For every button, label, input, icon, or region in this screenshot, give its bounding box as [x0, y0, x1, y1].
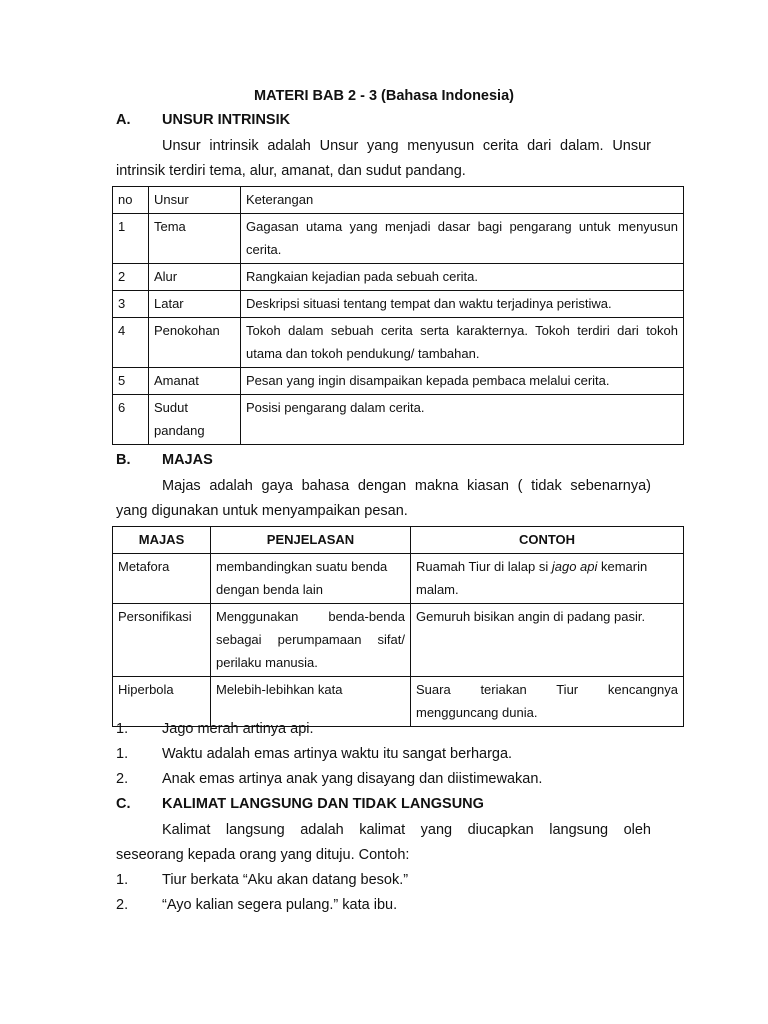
row-keterangan: Posisi pengarang dalam cerita.	[241, 395, 684, 445]
section-b-paragraph	[116, 474, 651, 524]
header-contoh: CONTOH	[411, 527, 684, 554]
list-number: 1.	[116, 721, 129, 737]
header-no: no	[113, 187, 149, 214]
section-c-letter: C.	[116, 796, 131, 812]
list-item	[116, 897, 397, 913]
row-penjelasan: Melebih-lebihkan kata	[211, 677, 411, 727]
majas-table	[112, 526, 684, 727]
row-majas: Metafora	[113, 554, 211, 604]
header-unsur: Unsur	[149, 187, 241, 214]
row-no: 1	[113, 214, 149, 264]
row-unsur: Sudut pandang	[149, 395, 241, 445]
row-unsur: Latar	[149, 291, 241, 318]
header-majas: MAJAS	[113, 527, 211, 554]
list-number: 1.	[116, 746, 129, 762]
section-a-title: UNSUR INTRINSIK	[162, 112, 291, 128]
row-penjelasan: membandingkan suatu benda dengan benda lain	[211, 554, 411, 604]
row-contoh: Gemuruh bisikan angin di padang pasir.	[411, 604, 684, 677]
row-penjelasan: Menggunakan benda-benda sebagai perumpamaan sifat/ perilaku manusia.	[211, 604, 411, 677]
section-a-heading	[116, 112, 290, 128]
section-a-para-line1: Unsur intrinsik adalah Unsur yang menyusun cerita dari dalam. Unsur	[162, 138, 651, 154]
section-b-letter: B.	[116, 452, 131, 468]
row-unsur: Penokohan	[149, 318, 241, 368]
list-number: 2.	[116, 897, 129, 913]
list-number: 1.	[116, 872, 129, 888]
section-a-letter: A.	[116, 112, 131, 128]
row-unsur: Tema	[149, 214, 241, 264]
list-item	[116, 771, 542, 787]
table-row	[113, 291, 684, 318]
row-keterangan: Tokoh dalam sebuah cerita serta karakternya. Tokoh terdiri dari tokoh utama dan tokoh pendukung/ tambahan.	[241, 318, 684, 368]
row-majas: Hiperbola	[113, 677, 211, 727]
row-no: 6	[113, 395, 149, 445]
row-unsur: Amanat	[149, 368, 241, 395]
section-a-paragraph	[116, 134, 651, 184]
list-text: Waktu adalah emas artinya waktu itu sangat berharga.	[162, 746, 513, 762]
section-c-title: KALIMAT LANGSUNG DAN TIDAK LANGSUNG	[162, 796, 484, 812]
section-c-para-line2: seseorang kepada orang yang dituju. Contoh:	[116, 847, 410, 863]
row-no: 3	[113, 291, 149, 318]
row-no: 4	[113, 318, 149, 368]
section-b-para-line1: Majas adalah gaya bahasa dengan makna kiasan ( tidak sebenarnya)	[162, 478, 651, 494]
header-penjelasan: PENJELASAN	[211, 527, 411, 554]
header-keterangan: Keterangan	[241, 187, 684, 214]
document-title: MATERI BAB 2 - 3 (Bahasa Indonesia)	[254, 88, 514, 104]
row-keterangan: Pesan yang ingin disampaikan kepada pembaca melalui cerita.	[241, 368, 684, 395]
table-row	[113, 264, 684, 291]
row-contoh	[411, 554, 684, 604]
table-header-row	[113, 187, 684, 214]
list-text: “Ayo kalian segera pulang.” kata ibu.	[162, 897, 398, 913]
list-item	[116, 746, 512, 762]
table-row	[113, 554, 684, 604]
table-row	[113, 677, 684, 727]
section-b-title: MAJAS	[162, 452, 213, 468]
row-keterangan: Gagasan utama yang menjadi dasar bagi pengarang untuk menyusun cerita.	[241, 214, 684, 264]
section-a-para-line2: intrinsik terdiri tema, alur, amanat, dan sudut pandang.	[116, 163, 466, 179]
table-row	[113, 395, 684, 445]
row-keterangan: Rangkaian kejadian pada sebuah cerita.	[241, 264, 684, 291]
table-row	[113, 368, 684, 395]
contoh-text-pre: Ruamah Tiur di lalap si	[416, 559, 552, 574]
list-text: Jago merah artinya api.	[162, 721, 314, 737]
list-text: Anak emas artinya anak yang disayang dan diistimewakan.	[162, 771, 543, 787]
section-b-heading	[116, 452, 213, 468]
table-header-row	[113, 527, 684, 554]
section-b-para-line2: yang digunakan untuk menyampaikan pesan.	[116, 503, 408, 519]
table-row	[113, 604, 684, 677]
list-number: 2.	[116, 771, 129, 787]
table-row	[113, 318, 684, 368]
section-c-paragraph	[116, 818, 651, 868]
list-item	[116, 872, 408, 888]
unsur-intrinsik-table	[112, 186, 684, 445]
row-no: 2	[113, 264, 149, 291]
table-row	[113, 214, 684, 264]
row-no: 5	[113, 368, 149, 395]
contoh-text-post: kemarin malam.	[416, 559, 648, 597]
list-item	[116, 721, 314, 737]
row-majas: Personifikasi	[113, 604, 211, 677]
section-c-heading	[116, 796, 484, 812]
list-text: Tiur berkata “Aku akan datang besok.”	[162, 872, 409, 888]
contoh-text-italic: jago api	[551, 559, 598, 574]
row-unsur: Alur	[149, 264, 241, 291]
row-keterangan: Deskripsi situasi tentang tempat dan waktu terjadinya peristiwa.	[241, 291, 684, 318]
row-contoh: Suara teriakan Tiur kencangnya mengguncang dunia.	[411, 677, 684, 727]
section-c-para-line1: Kalimat langsung adalah kalimat yang diucapkan langsung oleh	[162, 822, 651, 838]
